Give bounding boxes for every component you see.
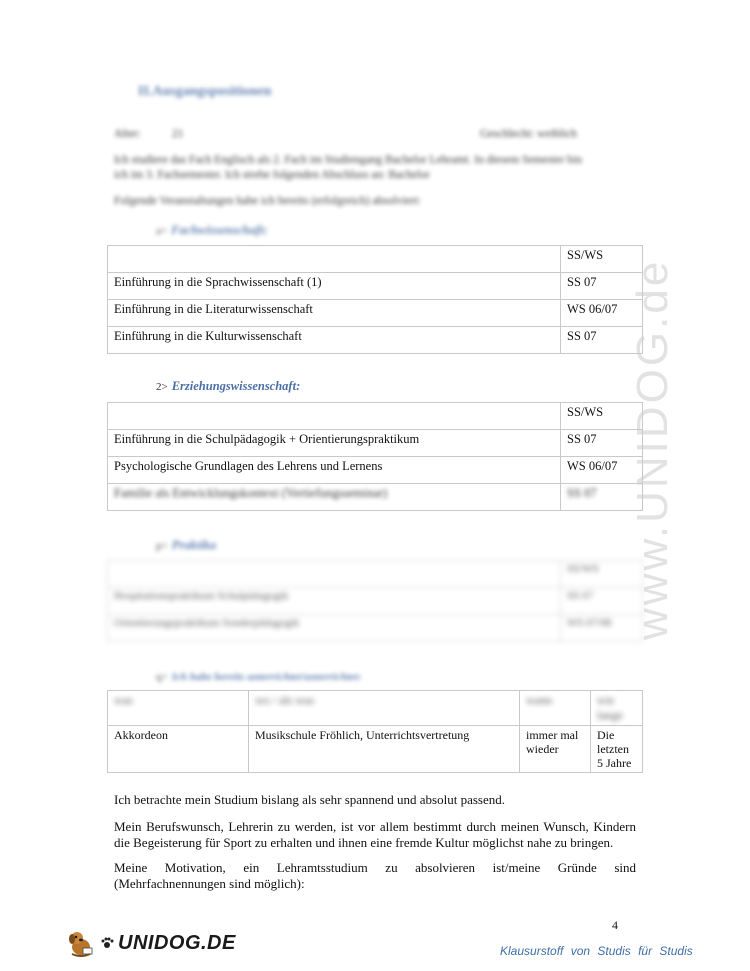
term-cell: SS 07 bbox=[561, 327, 643, 354]
completed-note: Folgende Veranstaltungen habe ich bereits (erfolgreich) absolviert: bbox=[114, 195, 421, 207]
term-cell: WS 07/08 bbox=[561, 615, 643, 642]
course-cell: Einführung in die Sprachwissenschaft (1) bbox=[108, 273, 561, 300]
table-row bbox=[108, 327, 643, 354]
header-cell: wie lange bbox=[591, 691, 643, 726]
table-cell: Akkordeon bbox=[108, 726, 249, 773]
course-cell: Orientierungspraktikum Sonderpädagogik bbox=[108, 615, 561, 642]
age-value: 21 bbox=[172, 128, 184, 140]
course-cell: Hospitationspraktikum Schulpädagogik bbox=[108, 588, 561, 615]
age-label: Alter: bbox=[114, 128, 141, 140]
dog-icon bbox=[66, 928, 96, 958]
paragraph-study: Ich betrachte mein Studium bislang als sehr spannend und absolut passend. bbox=[114, 792, 506, 807]
table-header-term: SS/WS bbox=[561, 561, 643, 588]
section-heading: II.Ausgangspositionen bbox=[138, 84, 272, 99]
paragraph-motivation: Meine Motivation, ein Lehramtsstudium zu absolvieren ist/meine Gründe sind (Mehrfachnennungen sind möglich): bbox=[114, 860, 636, 891]
table-header-row bbox=[108, 691, 643, 726]
table-cell bbox=[108, 246, 561, 273]
header-cell: was bbox=[108, 691, 249, 726]
table-header-row bbox=[108, 403, 643, 430]
intro-line-1: Ich studiere das Fach Englisch als 2. Fach im Studiengang Bachelor Lehramt. In diesem Semester bin bbox=[114, 154, 582, 166]
unidog-logo bbox=[66, 928, 236, 958]
table-cell: immer mal wieder bbox=[520, 726, 591, 773]
header-cell: wo / als was bbox=[249, 691, 520, 726]
paw-icon bbox=[100, 936, 114, 950]
header-cell: wann bbox=[520, 691, 591, 726]
table-row bbox=[108, 457, 643, 484]
term-cell: SS 07 bbox=[561, 273, 643, 300]
intro-line-2: ich im 3. Fachsemester. Ich strebe folgenden Abschluss an: Bachelor bbox=[114, 169, 430, 181]
course-cell: Einführung in die Literaturwissenschaft bbox=[108, 300, 561, 327]
table-cell bbox=[108, 561, 561, 588]
footer-tagline: Klausurstoff von Studis für Studis bbox=[500, 944, 693, 958]
table-erziehungswissenschaft bbox=[107, 402, 643, 511]
term-cell: WS 06/07 bbox=[561, 300, 643, 327]
table-fachwissenschaft bbox=[107, 245, 643, 354]
table-row bbox=[108, 273, 643, 300]
subsection-marker: q> bbox=[156, 671, 168, 683]
watermark: www.UNIDOG.de bbox=[628, 258, 677, 640]
term-cell: WS 06/07 bbox=[561, 457, 643, 484]
subsection-title: Erziehungswissenschaft: bbox=[171, 379, 301, 393]
subsection-teaching bbox=[156, 667, 361, 685]
subsection-title: Ich habe bereits unterrichtet/unterrichtet: bbox=[171, 671, 362, 683]
table-cell bbox=[108, 403, 561, 430]
table-header-term: SS/WS bbox=[561, 246, 643, 273]
page-number: 4 bbox=[612, 918, 618, 932]
term-cell: SS 07 bbox=[561, 588, 643, 615]
table-cell: Die letzten 5 Jahre bbox=[591, 726, 643, 773]
term-cell: SS 07 bbox=[561, 430, 643, 457]
table-row bbox=[108, 588, 643, 615]
table-praktika bbox=[107, 560, 643, 642]
term-cell: SS 07 bbox=[561, 484, 643, 511]
table-cell: Musikschule Fröhlich, Unterrichtsvertretung bbox=[249, 726, 520, 773]
gender-field: Geschlecht: weiblich bbox=[480, 128, 577, 140]
subsection-marker: a> bbox=[156, 225, 168, 237]
table-header-row bbox=[108, 561, 643, 588]
subsection-marker: p> bbox=[156, 540, 168, 552]
table-row bbox=[108, 300, 643, 327]
table-header-row bbox=[108, 246, 643, 273]
subsection-praktika bbox=[156, 536, 216, 554]
course-cell: Familie als Entwicklungskontext (Vertiefungsseminar) bbox=[108, 484, 561, 511]
table-row bbox=[108, 484, 643, 511]
logo-text: UNIDOG.DE bbox=[118, 931, 236, 954]
course-cell: Psychologische Grundlagen des Lehrens und Lernens bbox=[108, 457, 561, 484]
subsection-title: Praktika bbox=[171, 538, 217, 552]
subsection-marker: 2> bbox=[156, 381, 168, 393]
table-header-term: SS/WS bbox=[561, 403, 643, 430]
table-row bbox=[108, 615, 643, 642]
course-cell: Einführung in die Kulturwissenschaft bbox=[108, 327, 561, 354]
subsection-fach bbox=[156, 221, 268, 239]
paragraph-career: Mein Berufswunsch, Lehrerin zu werden, ist vor allem bestimmt durch meinen Wunsch, Kindern die Begeisterung für Sport zu erhalten und ihnen eine fremde Kultur möglichst nahe zu bringen. bbox=[114, 819, 636, 850]
table-row bbox=[108, 430, 643, 457]
table-row bbox=[108, 726, 643, 773]
table-teaching bbox=[107, 690, 643, 773]
course-cell: Einführung in die Schulpädagogik + Orientierungspraktikum bbox=[108, 430, 561, 457]
subsection-title: Fachwissenschaft: bbox=[171, 223, 268, 237]
subsection-erz bbox=[156, 377, 300, 395]
